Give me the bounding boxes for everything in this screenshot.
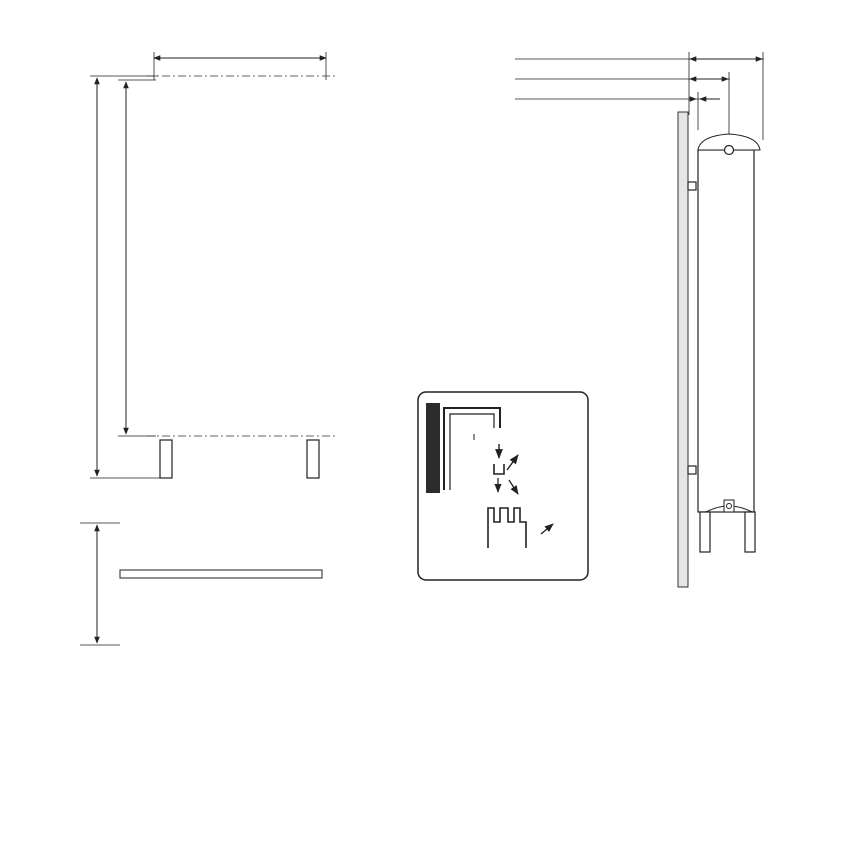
radiator-tag xyxy=(426,403,440,493)
top-view xyxy=(80,523,322,645)
right-leg xyxy=(307,440,319,478)
left-leg xyxy=(160,440,172,478)
mounting-detail xyxy=(418,392,588,580)
front-view xyxy=(90,52,336,478)
upper-bracket xyxy=(688,182,696,190)
radiator-side-body xyxy=(698,150,754,512)
side-left-foot xyxy=(700,512,710,552)
wall xyxy=(678,112,688,587)
lower-bracket xyxy=(688,466,696,474)
side-right-foot xyxy=(745,512,755,552)
